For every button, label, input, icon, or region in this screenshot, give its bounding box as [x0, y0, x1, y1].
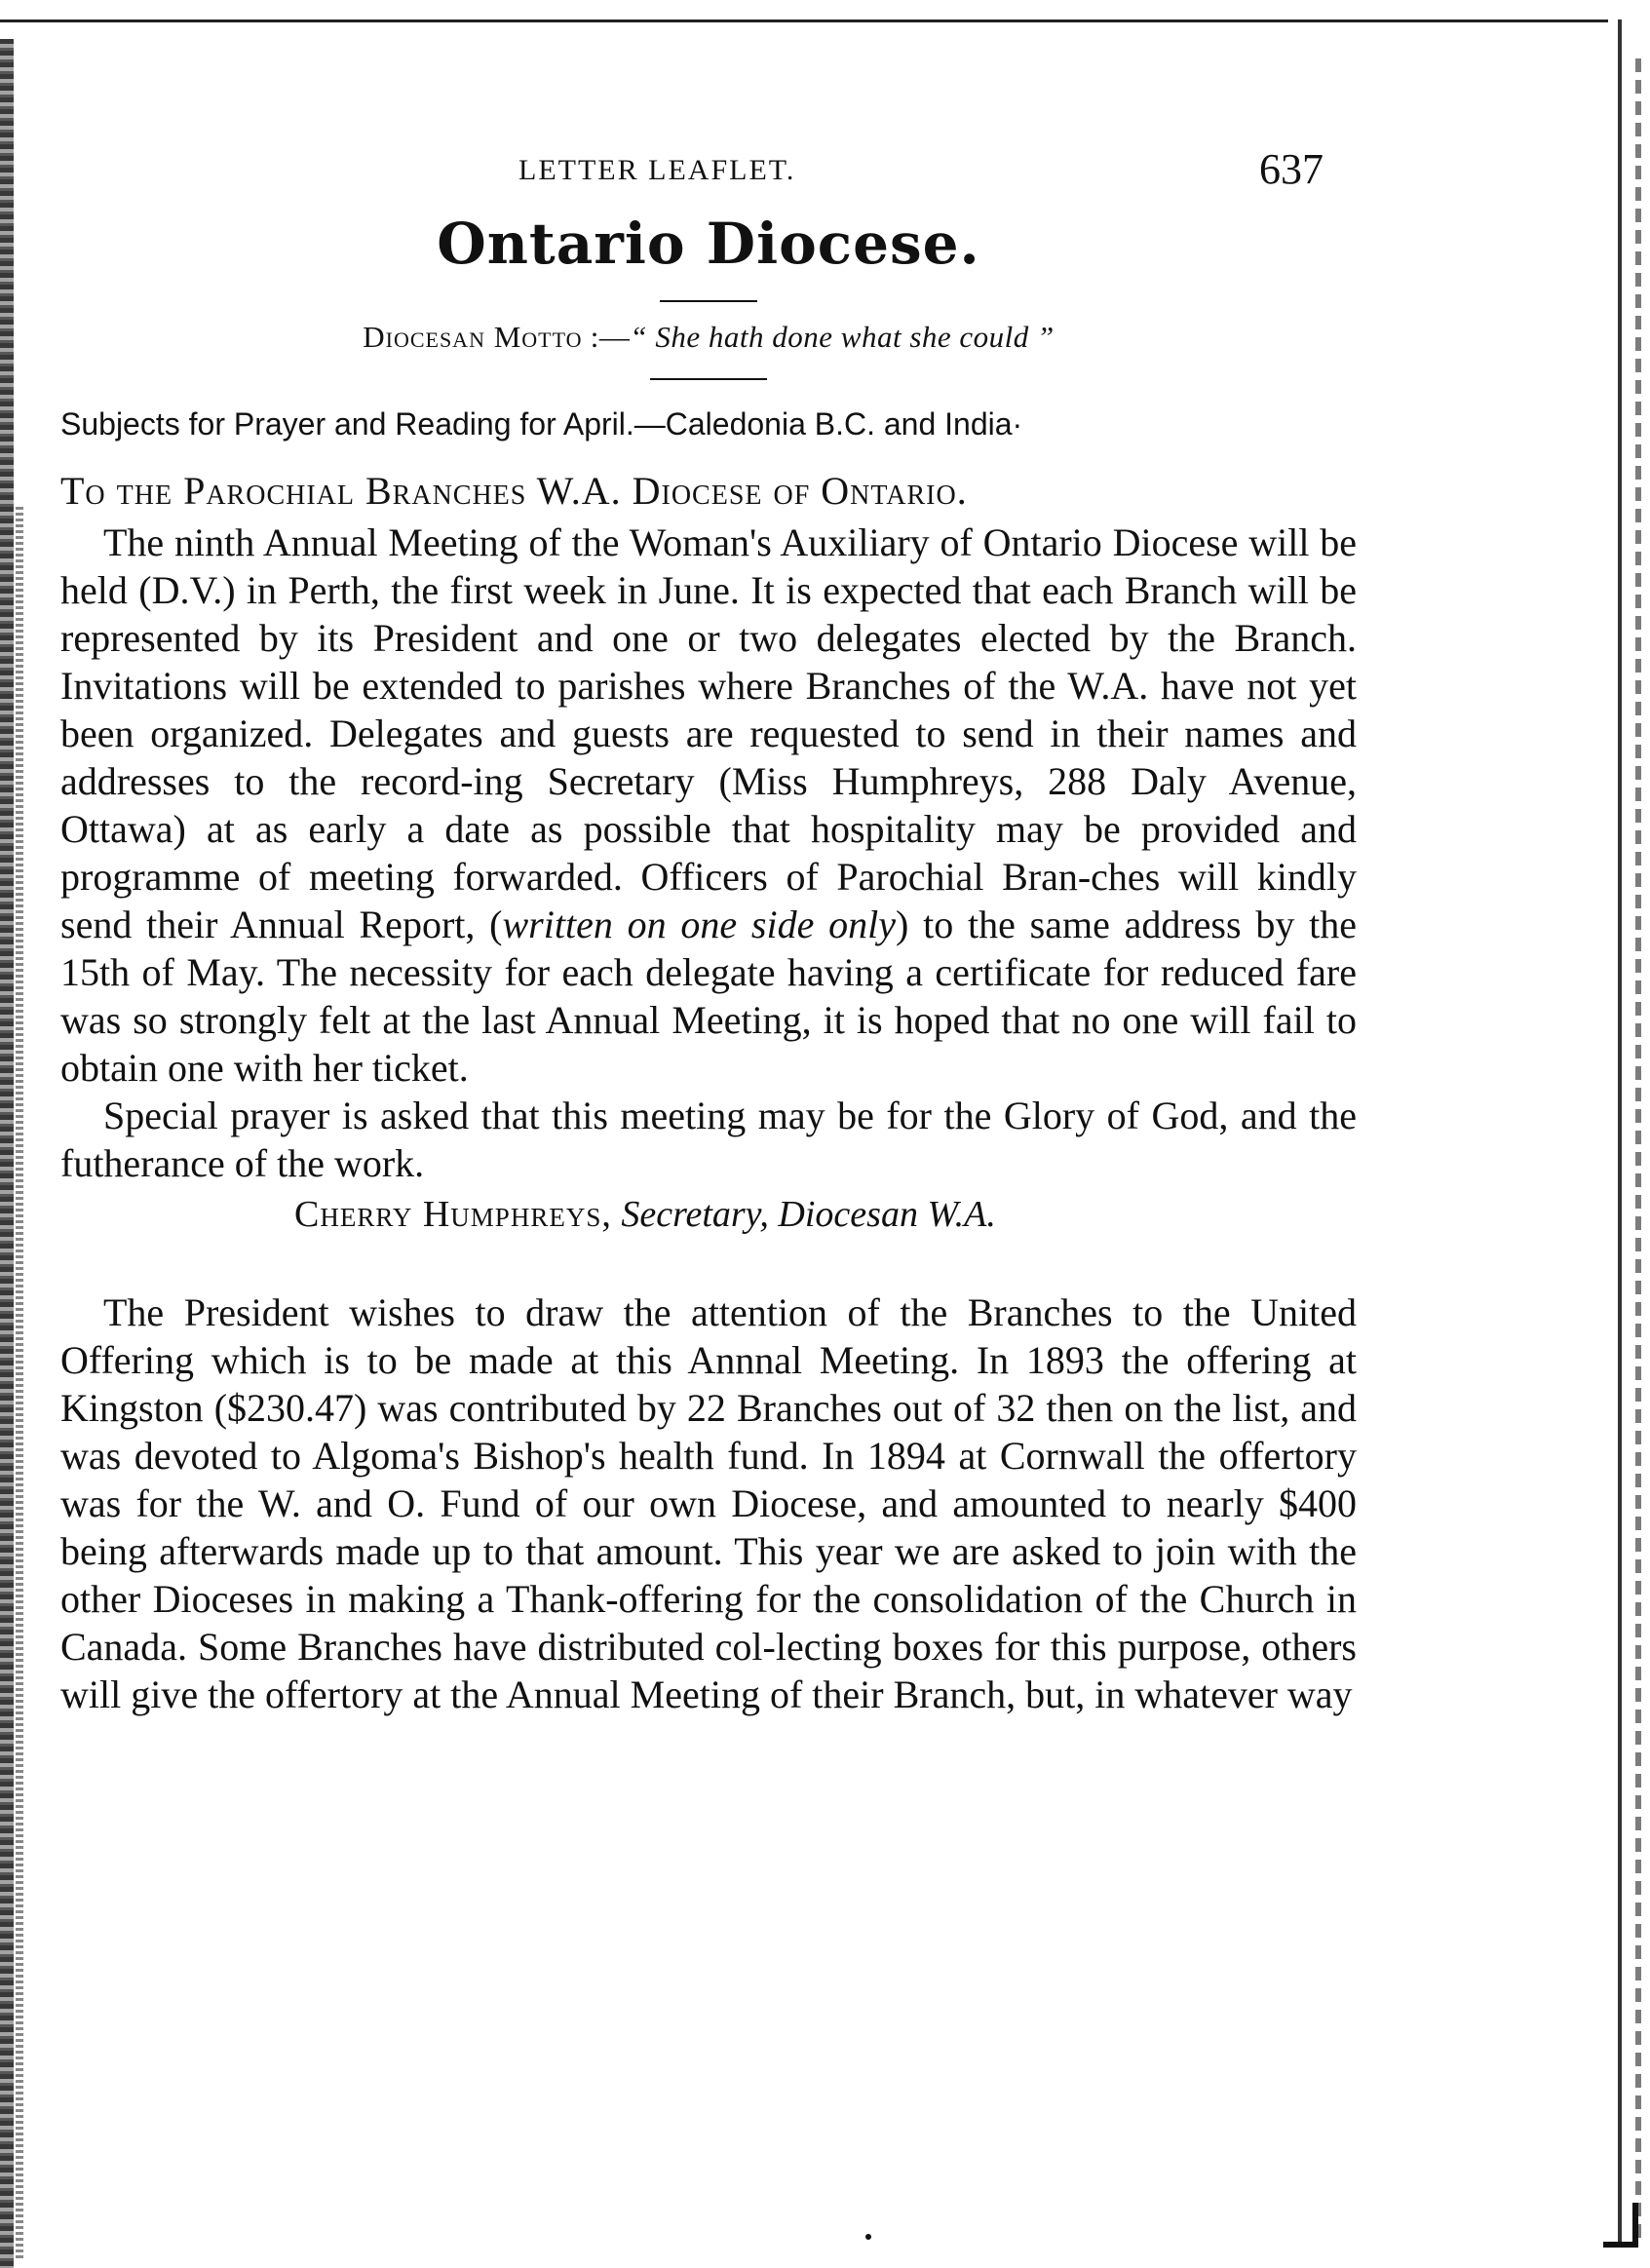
running-head — [60, 136, 1357, 205]
signature — [60, 1189, 1357, 1240]
ink-dot — [865, 2234, 871, 2240]
signature-role: Secretary, Diocesan W.A. — [621, 1194, 996, 1235]
corner-mark — [1603, 2203, 1638, 2248]
address-heading: To the Parochial Branches W.A. Diocese of Ontario. — [60, 469, 968, 513]
motto-separator: :— — [582, 320, 631, 354]
page-title: Ontario Diocese. — [437, 211, 980, 277]
page-number: 637 — [1259, 145, 1324, 193]
diocesan-motto — [60, 316, 1357, 359]
paragraph-1-text-b: ) to the same address by the 15th of May. The necessity for each delegate having a certificate for reduced fare was so strongly felt at the last Annual Meeting, it is hoped that no one will fail to obtain one with her ticket. — [60, 903, 1357, 1090]
divider-rule — [660, 300, 757, 302]
signature-name: Cherry Humphreys, — [294, 1194, 612, 1235]
section-gap — [60, 1240, 1357, 1288]
scan-border-top — [0, 19, 1608, 22]
paragraph-1-italic: written on one side only — [502, 903, 896, 946]
paragraph-1-text-a: The ninth Annual Meeting of the Woman's Auxiliary of Ontario Diocese will be held (D.V.) in Perth, the first week in June. It is expected that each Branch will be represented by its President and one or two delegates elected by the Branch. Invitations will be extended to parishes where Branches of the W.A. have not yet been organized. Delegates and guests are requested to send in their names and addresses to the record-ing Secretary (Miss Humphreys, 288 Daly Avenue, Ottawa) at as early a date as possible that hospitality may be provided and programme of meeting forwarded. Officers of Parochial Bran-ches will kindly send their Annual Report, ( — [60, 520, 1357, 946]
binding-edge-left-inner — [16, 507, 23, 2261]
paragraph-annual-meeting — [60, 519, 1357, 1092]
motto-text: “ She hath done what she could ” — [630, 320, 1055, 354]
paragraph-special-prayer: Special prayer is asked that this meeting may be for the Glory of God, and the futherance of the work. — [60, 1094, 1357, 1185]
prayer-subjects: Subjects for Prayer and Reading for April.—Caledonia B.C. and India· — [60, 406, 1023, 442]
motto-label: Diocesan Motto — [363, 320, 583, 354]
scan-border-right — [1618, 19, 1622, 2242]
paragraph-united-offering: The President wishes to draw the attention of the Branches to the United Offering which is to be made at this Annnal Meeting. In 1893 the offering at Kingston ($230.47) was contributed by 22 Branches out of 32 then on the list, and was devoted to Algoma's Bishop's health fund. In 1894 at Cornwall the offertory was for the W. and O. Fund of our own Diocese, and amounted to nearly $400 being afterwards made up to that amount. This year we are asked to join with the other Dioceses in making a Thank-offering for the consolidation of the Church in Canada. Some Branches have distributed col-lecting boxes for this purpose, others will give the offertory at the Annual Meeting of their Branch, but, in whatever way — [60, 1290, 1357, 1716]
running-title: LETTER LEAFLET. — [518, 154, 796, 186]
divider-rule-2 — [650, 378, 767, 380]
scan-border-right-edge — [1635, 58, 1641, 2242]
binding-edge-left — [0, 39, 14, 2268]
page-content — [60, 136, 1357, 1718]
